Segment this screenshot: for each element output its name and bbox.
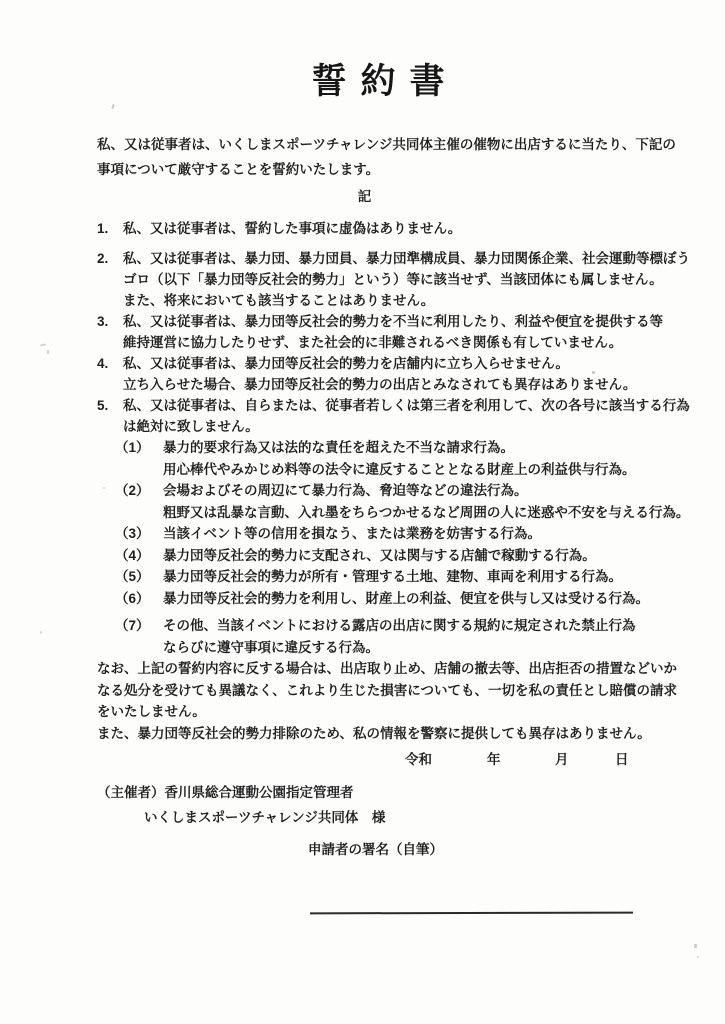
intro-paragraph bbox=[97, 132, 676, 182]
subitem-number: （6） bbox=[115, 590, 150, 606]
prohibited-act-4 bbox=[97, 545, 633, 567]
scan-artifact bbox=[694, 944, 697, 948]
scan-artifact bbox=[40, 343, 46, 346]
prohibited-act-7-cont: ならびに遵守事項に違反する行為。 bbox=[163, 639, 379, 655]
intro-line-2: 事項について厳守することを誓約いたします。 bbox=[97, 162, 380, 177]
pledge-item-4 bbox=[97, 353, 633, 374]
item-text: 私、又は従事者は、暴力団等反社会的勢力を店舗内に立ち入らせません。 bbox=[123, 356, 569, 371]
month-label: 月 bbox=[555, 752, 569, 767]
date-line bbox=[97, 749, 633, 771]
subitem-text: その他、当該イベントにおける露店の出店に関する規約に規定された禁止行為 bbox=[163, 618, 636, 633]
subitem-text: 暴力団等反社会的勢力に支配され、又は関与する店舗で稼動する行為。 bbox=[163, 547, 596, 563]
closing-line-2: なる処分を受けても異議なく、これより生じた損害についても、一切を私の責任とし賠償の請求 bbox=[97, 682, 677, 698]
prohibited-act-6 bbox=[97, 588, 649, 610]
scan-artifact bbox=[103, 487, 105, 489]
pledge-item-4-cont-1: 立ち入らせた場合、暴力団等反社会的勢力の出店とみなされても異存はありません。 bbox=[123, 377, 637, 392]
subitem-text: 会場およびその周辺にて暴力行為、脅迫等などの違法行為。 bbox=[163, 483, 528, 498]
item-number: 5. bbox=[97, 398, 109, 413]
era-label: 令和 bbox=[405, 752, 432, 767]
pledge-item-5-cont-1: は絶対に致しません。 bbox=[123, 419, 259, 434]
prohibited-act-7 bbox=[97, 615, 636, 637]
subitem-text: 暴力団等反社会的勢力を利用し、財産上の利益、便宜を供与し又は受ける行為。 bbox=[163, 590, 649, 606]
item-text: 私、又は従事者は、誓約した事項に虚偽はありません。 bbox=[123, 221, 462, 236]
item-text: 私、又は従事者は、暴力団等反社会的勢力を不当に利用したり、利益や便宜を提供する等 bbox=[123, 314, 663, 329]
pledge-item-3-cont-1: 維持運営に協力したりせず、また社会的に非難されるべき関係も有していません。 bbox=[123, 335, 623, 350]
intro-line-1: 私、又は従事者は、いくしまスポーツチャレンジ共同体主催の催物に出店するに当たり、下記の bbox=[97, 137, 676, 152]
year-label: 年 bbox=[487, 752, 501, 767]
day-label: 日 bbox=[615, 752, 629, 767]
pledge-item-2 bbox=[97, 248, 690, 269]
closing-line-1: なお、上記の誓約内容に反する場合は、出店取り止め、店舗の撤去等、出店拒否の措置などいか bbox=[97, 661, 677, 676]
prohibited-act-3 bbox=[97, 523, 633, 545]
scan-artifact bbox=[47, 350, 49, 354]
closing-line-3: をいたしません。 bbox=[97, 704, 206, 719]
scan-artifact bbox=[40, 631, 42, 634]
subitem-number: （3） bbox=[115, 526, 150, 541]
subitem-number: （1） bbox=[115, 440, 150, 455]
item-number: 2. bbox=[97, 251, 109, 266]
prohibited-act-1 bbox=[97, 437, 633, 459]
subitem-text: 当該イベント等の信用を損なう、または業務を妨害する行為。 bbox=[163, 526, 541, 541]
subitem-text: 暴力的要求行為又は法的な責任を超えた不当な請求行為。 bbox=[163, 440, 514, 455]
pledge-item-1 bbox=[97, 218, 633, 239]
subitem-number: （5） bbox=[115, 569, 150, 584]
subitem-number: （7） bbox=[115, 618, 150, 633]
addressee-block bbox=[97, 780, 633, 830]
scan-artifact bbox=[697, 956, 699, 958]
document-content bbox=[97, 56, 690, 861]
prohibited-act-5 bbox=[97, 566, 633, 588]
subitem-number: （2） bbox=[115, 483, 150, 498]
closing-paragraph bbox=[97, 658, 677, 744]
prohibited-act-1-cont: 用心棒代やみかじめ料等の法令に違反することとなる財産上の利益供与行為。 bbox=[163, 461, 636, 477]
subitem-text: 暴力団等反社会的勢力が所有・管理する土地、建物、車両を利用する行為。 bbox=[163, 569, 622, 584]
subitem-number: （4） bbox=[115, 547, 150, 563]
item-text: 私、又は従事者は、自らまたは、従事者若しくは第三者を利用して、次の各号に該当する行為 bbox=[123, 398, 690, 413]
organizer-label: （主催者）香川県総合運動公園指定管理者 bbox=[97, 785, 354, 800]
item-number: 4. bbox=[97, 356, 109, 371]
item-text: 私、又は従事者は、暴力団、暴力団員、暴力団準構成員、暴力団関係企業、社会運動等標ぼう bbox=[123, 251, 690, 266]
item-number: 1. bbox=[97, 221, 109, 236]
pledge-items bbox=[97, 218, 690, 437]
document-title: 誓約書 bbox=[311, 62, 459, 101]
pledge-item-2-cont-2: また、将来においても該当することはありません。 bbox=[123, 293, 435, 308]
prohibited-acts-list bbox=[97, 437, 690, 658]
scan-artifact bbox=[592, 371, 595, 374]
signature-line bbox=[310, 912, 633, 915]
item-number: 3. bbox=[97, 314, 109, 329]
pledge-item-5 bbox=[97, 395, 690, 416]
prohibited-act-2 bbox=[97, 480, 633, 502]
record-marker: 記 bbox=[357, 189, 373, 204]
organization-name: いくしまスポーツチャレンジ共同体 様 bbox=[144, 810, 386, 825]
pledge-item-2-cont-1: ゴロ（以下「暴力団等反社会的勢力」という）等に該当せず、当該団体にも属しません。 bbox=[123, 272, 663, 287]
prohibited-act-2-cont: 粗野又は乱暴な言動、入れ墨をちらつかせるなど周囲の人に迷惑や不安を与える行為。 bbox=[163, 504, 690, 520]
closing-line-4: また、暴力団等反社会的勢力排除のため、私の情報を警察に提供しても異存はありません。 bbox=[97, 725, 651, 741]
pledge-item-3 bbox=[97, 311, 663, 332]
signature-label: 申請者の署名（自筆） bbox=[308, 842, 443, 857]
